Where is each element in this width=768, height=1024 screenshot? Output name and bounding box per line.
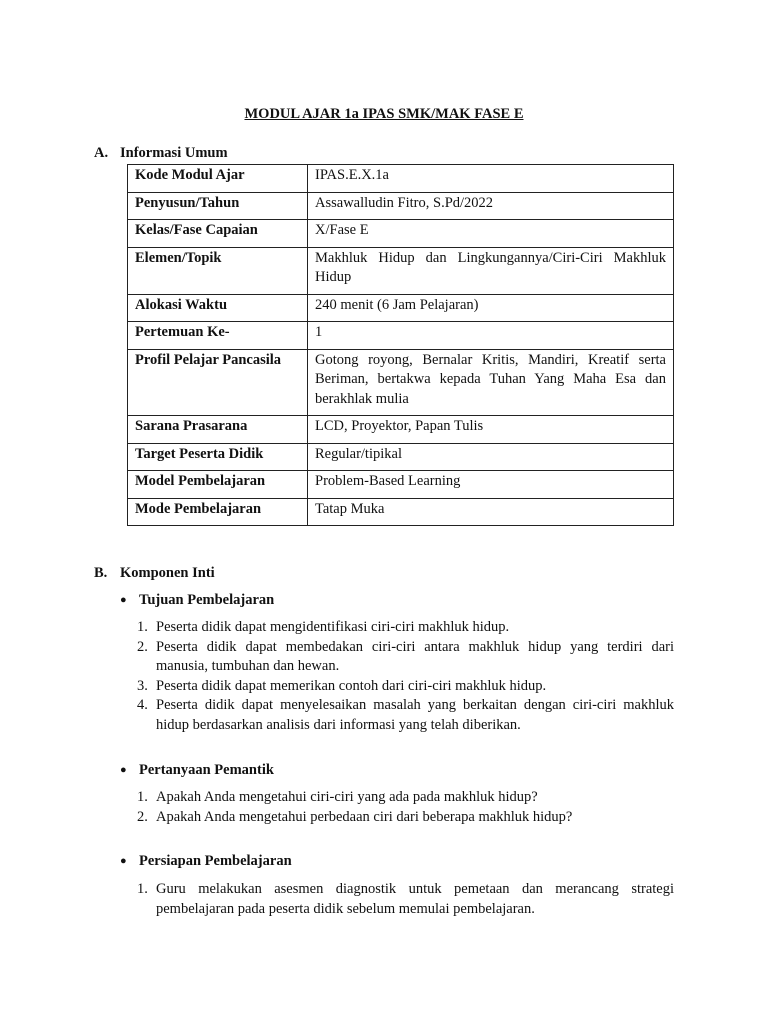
- table-row: [128, 471, 674, 499]
- bullet-icon: ●: [120, 764, 127, 776]
- list-item: [137, 788, 674, 808]
- row-value: X/Fase E: [308, 220, 674, 248]
- item-text: Apakah Anda mengetahui perbedaan ciri dari beberapa makhluk hidup?: [156, 808, 573, 825]
- item-number: 2.: [137, 808, 148, 825]
- section-b-letter: B.: [94, 565, 108, 581]
- table-row: [128, 220, 674, 248]
- list-item: [137, 677, 674, 697]
- row-value: 1: [308, 322, 674, 350]
- table-row: [128, 192, 674, 220]
- persiapan-list: [137, 880, 674, 919]
- section-b-heading: [94, 565, 215, 582]
- item-text: Guru melakukan asesmen diagnostik untuk pemetaan dan merancang strategi pembelajaran pada peserta didik sebelum memulai pembelajaran.: [156, 881, 674, 917]
- bullet-icon: ●: [120, 594, 127, 606]
- row-value: IPAS.E.X.1a: [308, 165, 674, 193]
- row-key: Alokasi Waktu: [128, 294, 308, 322]
- pertanyaan-list: [137, 788, 674, 827]
- info-table: [127, 164, 674, 526]
- table-row: [128, 349, 674, 416]
- tujuan-title: Tujuan Pembelajaran: [139, 592, 275, 608]
- item-text: Peserta didik dapat memerikan contoh dari ciri-ciri makhluk hidup.: [156, 677, 547, 694]
- item-text: Peserta didik dapat menyelesaikan masalah yang berkaitan dengan ciri-ciri makhluk hidup berdasarkan analisis dari informasi yang telah diberikan.: [156, 697, 674, 733]
- list-item: [137, 696, 674, 735]
- row-value: 240 menit (6 Jam Pelajaran): [308, 294, 674, 322]
- table-row: [128, 322, 674, 350]
- row-key: Elemen/Topik: [128, 247, 308, 294]
- row-key: Pertemuan Ke-: [128, 322, 308, 350]
- item-number: 1.: [137, 619, 148, 635]
- table-row: [128, 294, 674, 322]
- row-key: Kode Modul Ajar: [128, 165, 308, 193]
- table-row: [128, 443, 674, 471]
- row-value: Problem-Based Learning: [308, 471, 674, 499]
- item-text: Peserta didik dapat membedakan ciri-ciri antara makhluk hidup yang terdiri dari manusia, tumbuhan dan hewan.: [156, 638, 674, 674]
- row-key: Profil Pelajar Pancasila: [128, 349, 308, 416]
- item-number: 1.: [137, 881, 148, 897]
- section-a-title: Informasi Umum: [120, 145, 228, 161]
- item-number: 2.: [137, 638, 148, 655]
- list-item: [137, 638, 674, 677]
- row-value: LCD, Proyektor, Papan Tulis: [308, 416, 674, 444]
- row-value: Regular/tipikal: [308, 443, 674, 471]
- pertanyaan-title: Pertanyaan Pemantik: [139, 762, 274, 778]
- list-item: [137, 880, 674, 919]
- row-value: Gotong royong, Bernalar Kritis, Mandiri, Kreatif serta Beriman, bertakwa kepada Tuhan Yang Maha Esa dan berakhlak mulia: [308, 349, 674, 416]
- row-value: Assawalludin Fitro, S.Pd/2022: [308, 192, 674, 220]
- section-a-letter: A.: [94, 145, 109, 161]
- table-row: [128, 416, 674, 444]
- row-key: Target Peserta Didik: [128, 443, 308, 471]
- bullet-icon: ●: [120, 855, 127, 867]
- section-a-heading: [94, 145, 228, 162]
- row-key: Kelas/Fase Capaian: [128, 220, 308, 248]
- section-b-title: Komponen Inti: [120, 565, 215, 581]
- table-row: [128, 247, 674, 294]
- row-key: Model Pembelajaran: [128, 471, 308, 499]
- persiapan-heading: [120, 853, 292, 870]
- item-number: 4.: [137, 697, 148, 713]
- list-item: [137, 618, 674, 638]
- table-row: [128, 498, 674, 526]
- item-number: 3.: [137, 677, 148, 694]
- table-row: [128, 165, 674, 193]
- pertanyaan-heading: [120, 762, 274, 779]
- row-key: Penyusun/Tahun: [128, 192, 308, 220]
- item-text: Peserta didik dapat mengidentifikasi ciri-ciri makhluk hidup.: [156, 619, 510, 635]
- row-key: Sarana Prasarana: [128, 416, 308, 444]
- row-value: Makhluk Hidup dan Lingkungannya/Ciri-Ciri Makhluk Hidup: [308, 247, 674, 294]
- list-item: [137, 808, 674, 828]
- item-number: 1.: [137, 789, 148, 805]
- persiapan-title: Persiapan Pembelajaran: [139, 853, 292, 869]
- item-text: Apakah Anda mengetahui ciri-ciri yang ada pada makhluk hidup?: [156, 789, 538, 805]
- tujuan-heading: [120, 592, 274, 609]
- row-value: Tatap Muka: [308, 498, 674, 526]
- document-title: MODUL AJAR 1a IPAS SMK/MAK FASE E: [244, 106, 524, 122]
- tujuan-list: [137, 618, 674, 735]
- row-key: Mode Pembelajaran: [128, 498, 308, 526]
